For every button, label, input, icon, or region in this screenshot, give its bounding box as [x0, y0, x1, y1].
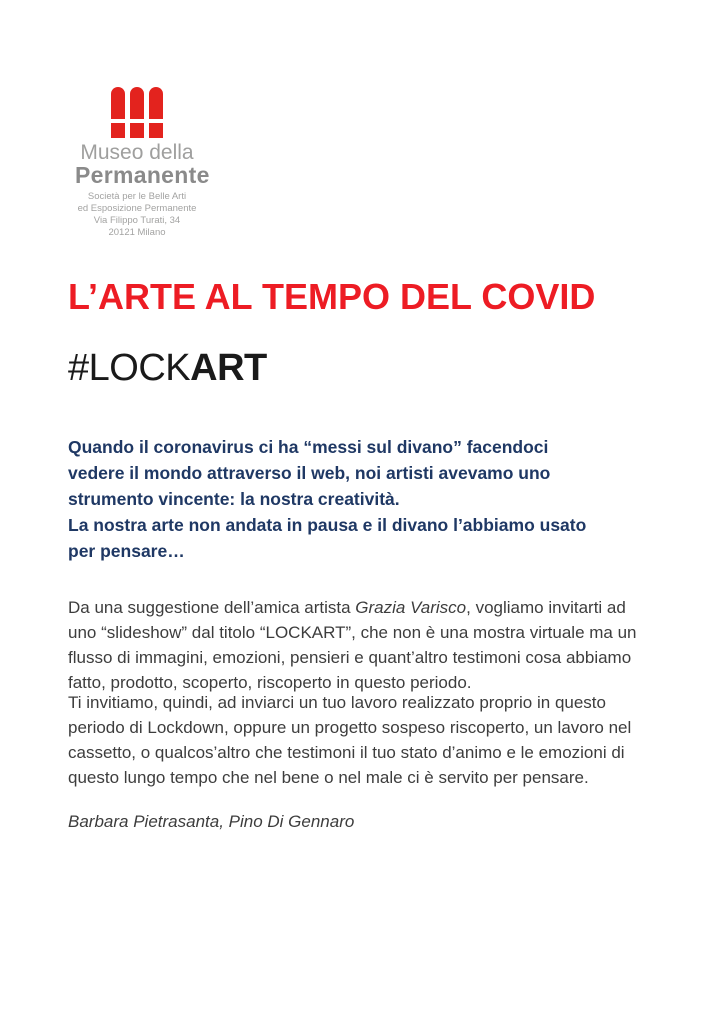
intro-line: strumento vincente: la nostra creatività. — [68, 489, 400, 509]
intro-line: vedere il mondo attraverso il web, noi artisti avevamo uno — [68, 463, 551, 483]
arch-icon — [111, 87, 125, 138]
paragraph2-text: periodo di Lockdown, oppure un progetto sospeso riscoperto, un lavoro nel — [68, 718, 632, 737]
paragraph1-text: fatto, prodotto, scoperto, riscoperto in questo periodo. — [68, 673, 472, 692]
artist-name: Grazia Varisco — [355, 598, 467, 617]
museum-logo — [75, 87, 210, 239]
arch-top-shape — [130, 87, 144, 119]
paragraph1-text: Da una suggestione dell’amica artista — [68, 598, 356, 617]
logo-name-line1: Museo della — [80, 141, 194, 164]
hashtag-prefix: #LOCK — [68, 347, 191, 389]
body-paragraph-2 — [68, 690, 656, 790]
arch-base-shape — [130, 123, 144, 138]
museum-arches-icon — [75, 87, 199, 138]
intro-line: per pensare… — [68, 541, 185, 561]
arch-top-shape — [111, 87, 125, 119]
paragraph2-text: Ti invitiamo, quindi, ad inviarci un tuo lavoro realizzato proprio in questo — [68, 693, 606, 712]
logo-address-line: Società per le Belle Arti — [87, 191, 187, 202]
hashtag-title — [68, 347, 267, 390]
paragraph1-text: uno “slideshow” dal titolo “LOCKART”, che non è una mostra virtuale ma un — [68, 623, 637, 642]
intro-line: Quando il coronavirus ci ha “messi sul divano” facendoci — [68, 437, 549, 457]
arch-icon — [130, 87, 144, 138]
paragraph2-text: cassetto, o qualcos’altro che testimoni il tuo stato d’animo e le emozioni di — [68, 743, 625, 762]
arch-base-shape — [111, 123, 125, 138]
arch-icon — [149, 87, 163, 138]
logo-address — [75, 191, 199, 239]
paragraph1-text: , vogliamo invitarti ad — [466, 598, 626, 617]
hashtag-suffix: ART — [190, 347, 267, 389]
signature: Barbara Pietrasanta, Pino Di Gennaro — [68, 812, 355, 831]
logo-name-line2: Permanente — [75, 162, 210, 188]
intro-paragraph — [68, 434, 678, 564]
logo-address-line: Via Filippo Turati, 34 — [93, 215, 181, 226]
logo-address-line: 20121 Milano — [108, 227, 166, 238]
arch-base-shape — [149, 123, 163, 138]
intro-line: La nostra arte non andata in pausa e il divano l’abbiamo usato — [68, 515, 587, 535]
logo-address-line: ed Esposizione Permanente — [77, 203, 197, 214]
main-title: L’ARTE AL TEMPO DEL COVID — [68, 276, 596, 317]
body-paragraph-1 — [68, 595, 656, 695]
paragraph1-text: flusso di immagini, emozioni, pensieri e quant’altro testimoni cosa abbiamo — [68, 648, 632, 667]
arch-top-shape — [149, 87, 163, 119]
paragraph2-text: questo lungo tempo che nel bene o nel male ci è servito per pensare. — [68, 768, 589, 787]
